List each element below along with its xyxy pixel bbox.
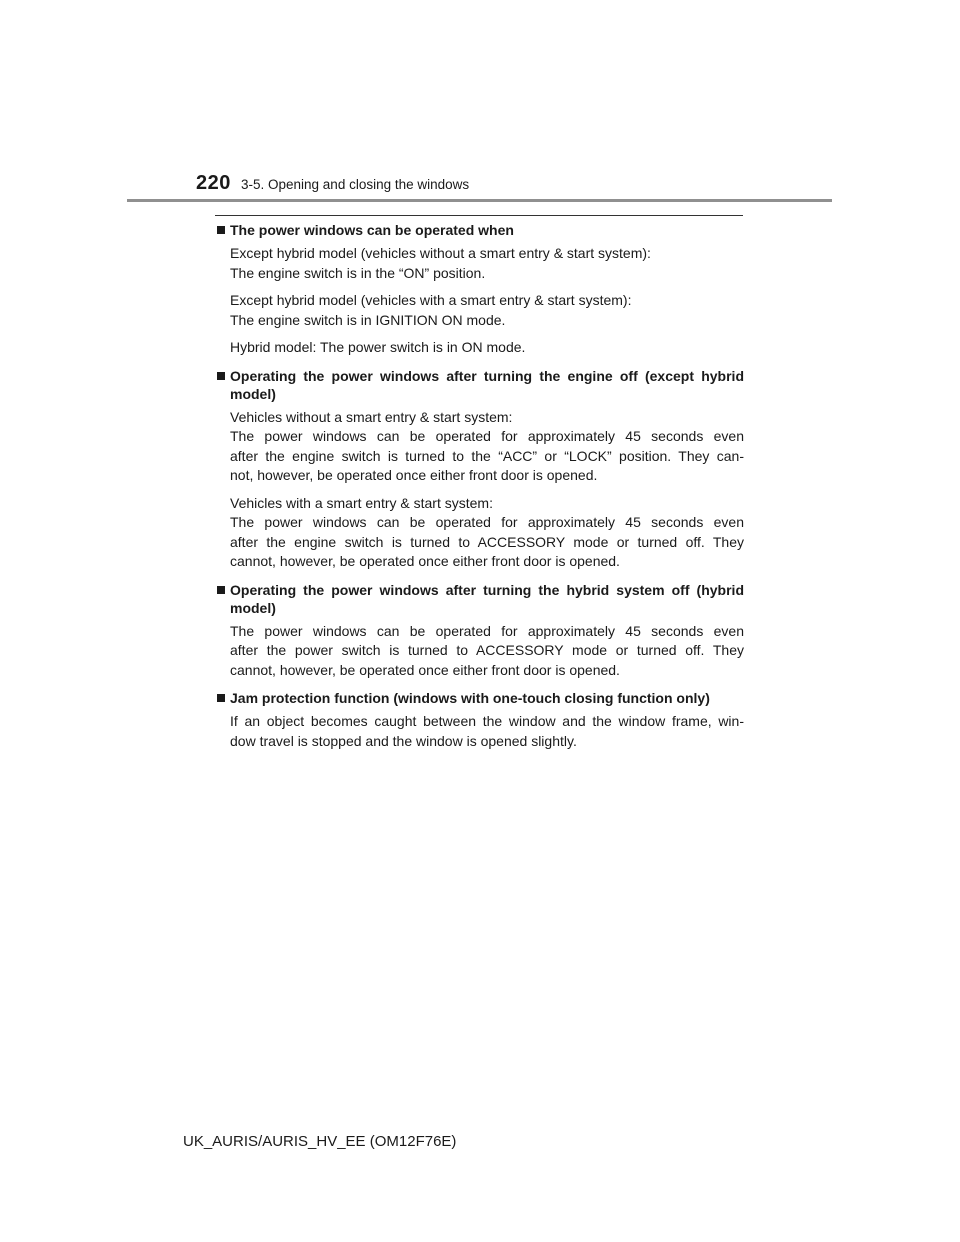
content-rule [215, 215, 743, 216]
text-line: Except hybrid model (vehicles with a smart entry & start system): [230, 292, 632, 308]
square-bullet-icon [217, 372, 225, 380]
text-line: Vehicles with a smart entry & start system: [230, 494, 493, 511]
text-line: The power windows can be operated for approximately 45 seconds even [230, 428, 744, 444]
square-bullet-icon [217, 586, 225, 594]
text-line: not, however, be operated once either front door is opened. [230, 467, 598, 483]
text-line: Except hybrid model (vehicles without a smart entry & start system): [230, 245, 651, 261]
text-line: cannot, however, be operated once either front door is opened. [230, 661, 620, 678]
paragraph [217, 408, 744, 486]
section-after-hybrid-system-off [217, 581, 744, 681]
square-bullet-icon [217, 226, 225, 234]
section-heading [217, 689, 744, 707]
section-heading [217, 581, 744, 617]
footer-model-code: UK_AURIS/AURIS_HV_EE (OM12F76E) [183, 1133, 457, 1150]
paragraph [217, 291, 744, 330]
text-line: cannot, however, be operated once either front door is opened. [230, 553, 620, 569]
paragraph [217, 338, 744, 358]
paragraph [217, 622, 744, 681]
page-content [217, 221, 744, 760]
text-line: The power windows can be operated for approximately 45 seconds even [230, 514, 744, 530]
header-rule [127, 199, 832, 202]
text-line: If an object becomes caught between the window and the window frame, win- [230, 713, 744, 729]
text-line: after the power switch is turned to ACCESSORY mode or turned off. They [230, 642, 744, 658]
text-line: The engine switch is in IGNITION ON mode. [230, 311, 506, 328]
text-line: Hybrid model: The power switch is in ON mode. [230, 339, 526, 355]
section-after-engine-off [217, 367, 744, 572]
section-power-windows-operated-when [217, 221, 744, 358]
paragraph [217, 712, 744, 751]
heading-text: The power windows can be operated when [230, 222, 514, 238]
paragraph [217, 244, 744, 283]
text-line: Vehicles without a smart entry & start system: [230, 408, 513, 425]
section-heading [217, 221, 744, 239]
section-title: 3-5. Opening and closing the windows [241, 177, 470, 192]
text-line: dow travel is stopped and the window is opened slightly. [230, 732, 577, 749]
page-number: 220 [196, 172, 231, 194]
text-line: The engine switch is in the “ON” position. [230, 264, 486, 281]
heading-text: Operating the power windows after turning the hybrid system off (hybrid model) [230, 581, 744, 616]
text-line: after the engine switch is turned to the “ACC” or “LOCK” position. They can- [230, 447, 744, 464]
text-line: after the engine switch is turned to ACCESSORY mode or turned off. They [230, 533, 744, 550]
square-bullet-icon [217, 694, 225, 702]
heading-text: Operating the power windows after turning the engine off (except hybrid model) [230, 367, 744, 402]
section-jam-protection [217, 689, 744, 751]
section-heading [217, 367, 744, 403]
text-line: The power windows can be operated for approximately 45 seconds even [230, 622, 744, 639]
heading-text: Jam protection function (windows with one-touch closing function only) [230, 690, 710, 706]
paragraph [217, 494, 744, 572]
